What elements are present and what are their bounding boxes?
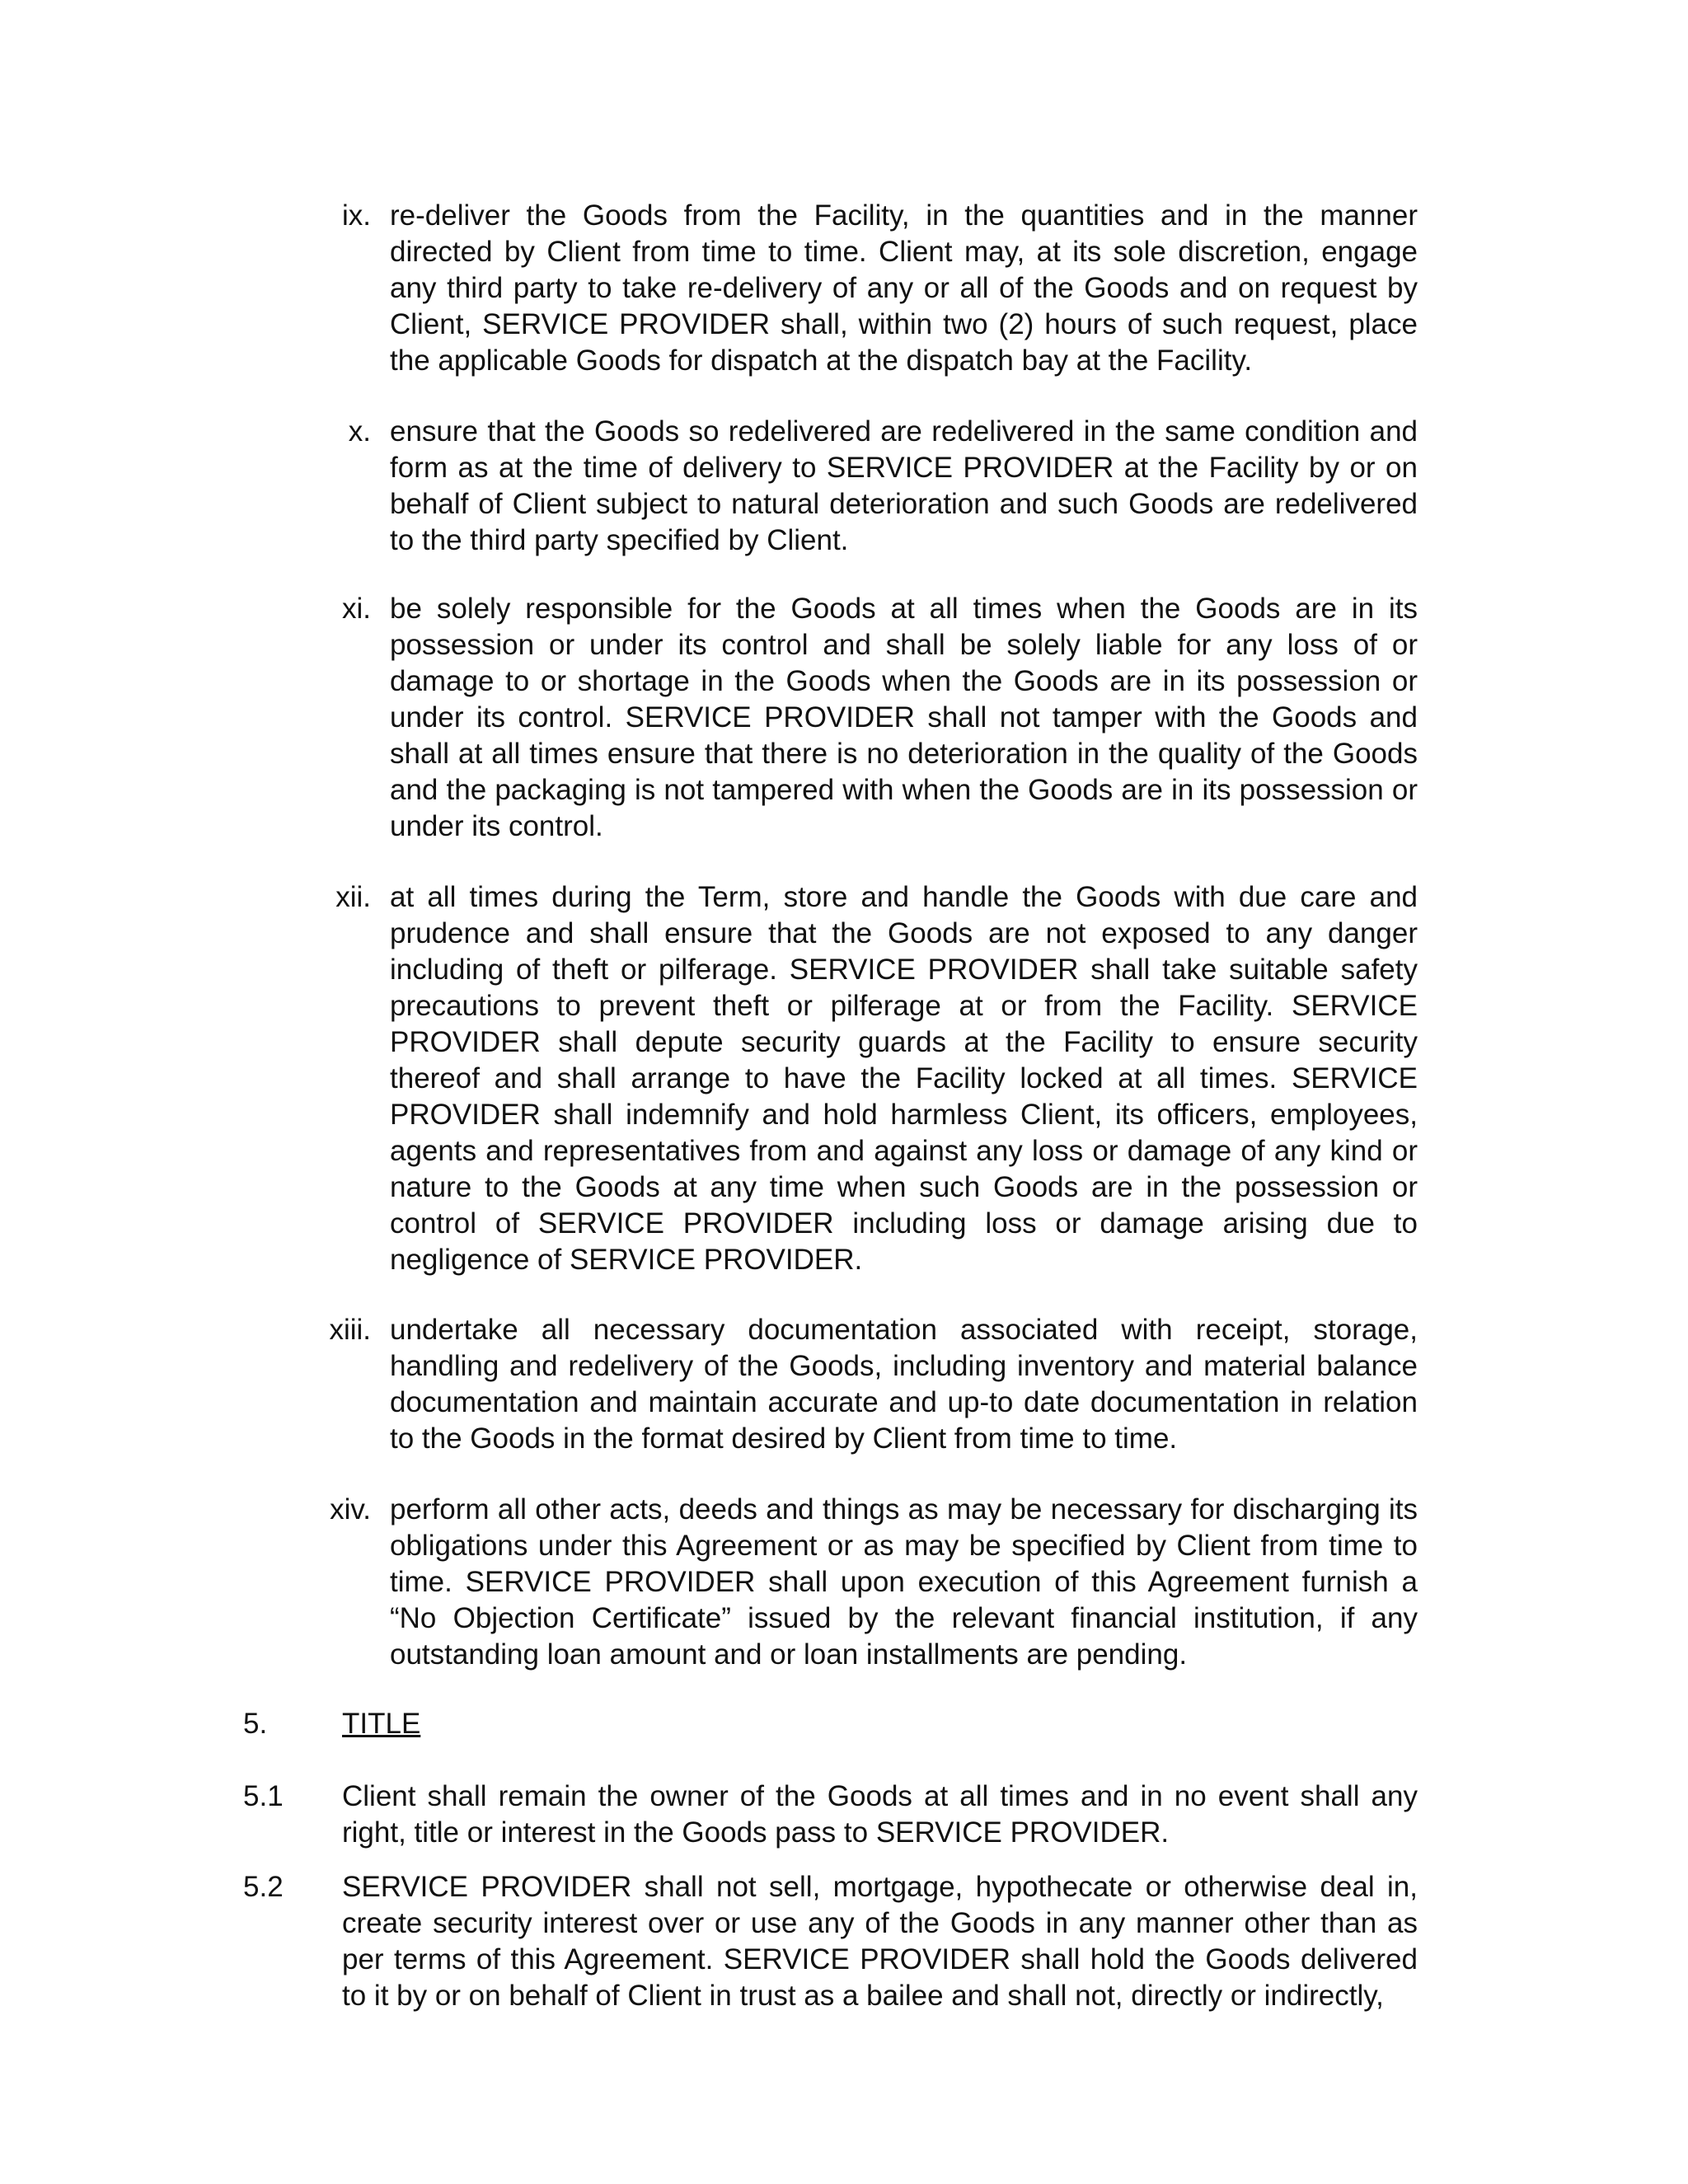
list-item-text: undertake all necessary documentation associated with receipt, storage, handling and redelivery of the Goods, including inventory and material balance documentation and maintain accurate and up-to date documentation in relation to the Goods in the format desired by Client from time to time. [390, 1314, 1418, 1455]
list-item-text: re-deliver the Goods from the Facility, in the quantities and in the manner directed by Client from time to time. Client may, at its sole discretion, engage any third party to take re-delivery of any or all of the Goods and on request by Client, SERVICE PROVIDER shall, within two (2) hours of such request, place the applicable Goods for dispatch at the dispatch bay at the Facility. [390, 199, 1418, 377]
section-title: TITLE [342, 1708, 421, 1740]
list-item-number: ix. [342, 199, 371, 232]
list-item-number: x. [348, 415, 371, 448]
list-item-number: xiv. [330, 1493, 371, 1526]
list-item-text: at all times during the Term, store and handle the Goods with due care and prudence and shall ensure that the Goods are not exposed to any danger including of theft or pilferage. SERVICE PROVIDER shall take suitable safety precautions to prevent theft or pilferage at or from the Facility. SERVICE PROVIDER shall depute security guards at the Facility to ensure security thereof and shall arrange to have the Facility locked at all times. SERVICE PROVIDER shall indemnify and hold harmless Client, its officers, employees, agents and representatives from and against any loss or damage of any kind or nature to the Goods at any time when such Goods are in the possession or control of SERVICE PROVIDER including loss or damage arising due to negligence of SERVICE PROVIDER. [390, 881, 1418, 1276]
list-item-text: perform all other acts, deeds and things as may be necessary for discharging its obligations under this Agreement or as may be specified by Client from time to time. SERVICE PROVIDER shall upon execution of this Agreement furnish a “No Objection Certificate” issued by the relevant financial institution, if any outstanding loan amount and or loan installments are pending. [390, 1493, 1418, 1671]
list-item-text: be solely responsible for the Goods at all times when the Goods are in its possession or under its control and shall be solely liable for any loss of or damage to or shortage in the Goods when the Goods are in its possession or under its control. SERVICE PROVIDER shall not tamper with the Goods and shall at all times ensure that there is no deterioration in the quality of the Goods and the packaging is not tampered with when the Goods are in its possession or under its control. [390, 593, 1418, 842]
list-item-number: xi. [342, 593, 371, 625]
clause-text: Client shall remain the owner of the Goods at all times and in no event shall any right, title or interest in the Goods pass to SERVICE PROVIDER. [342, 1780, 1418, 1849]
list-item-text: ensure that the Goods so redelivered are redelivered in the same condition and form as at the time of delivery to SERVICE PROVIDER at the Facility by or on behalf of Client subject to natural deterioration and such Goods are redelivered to the third party specified by Client. [390, 415, 1418, 556]
list-item-number: xiii. [329, 1314, 371, 1346]
clause-number: 5.1 [243, 1780, 284, 1812]
list-item-number: xii. [335, 881, 371, 913]
clause-number: 5.2 [243, 1871, 284, 1903]
section-number: 5. [243, 1708, 268, 1740]
clause-text: SERVICE PROVIDER shall not sell, mortgage, hypothecate or otherwise deal in, create security interest over or use any of the Goods in any manner other than as per terms of this Agreement. SERVICE PROVIDER shall hold the Goods delivered to it by or on behalf of Client in trust as a bailee and shall not, directly or indirectly, [342, 1871, 1418, 2012]
